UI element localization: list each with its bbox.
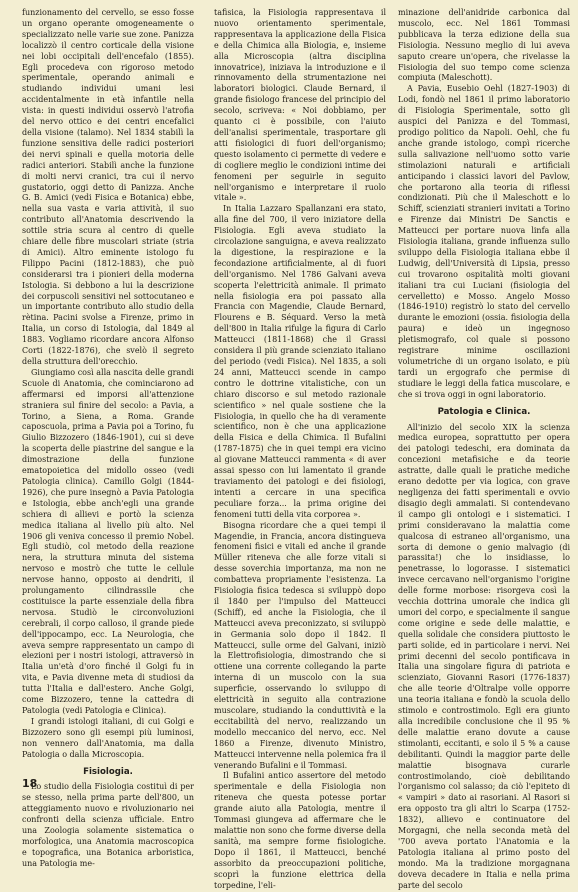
paragraph: funzionamento del cervello, se esso fosse un organo operante omogeneamente o specializzato nelle varie sue zone. Panizza localizzò il centro corticale della visione nei lobi occipitali dell'encefalo (1855). Egli procedeva con rigoroso metodo sperimentale, operando animali e studiando individui umani lesi accidentalmente in età infantile nella vista: in questi individui osservò l'atrofia del nervo ottico e dei centri encefalici della visione (talamo). Nel 1834 stabilì la funzione sensitiva delle radici posteriori dei nervi spinali e quella motoria delle radici anteriori. Stabilì anche la funzione di molti nervi cranici, tra cui il nervo gustatorio, oggi detto di Panizza. Anche G. B. Amici (vedi Fisica e Botanica) ebbe, nella sua vasta e varia attività, il suo contributo all'Anatomia descrivendo la sottile stria scura al centro di quelle chiare delle fibre muscolari striate (stria di Amici). Altro eminente istologo fu Filippo Pacini (1812-1883), che può considerarsi tra i pionieri della moderna Istologia. Si debbono a lui la descrizione dei corpuscoli sensitivi nel sottocutaneo e un importante contributo allo studio della rètina. Pacini svolse a Firenze, primo in Italia, un corso di Istologia, dal 1849 al 1883. Vogliamo ricordare ancora Alfonso Corti (1822-1876), che svelò il segreto della struttura dell'orecchio.	[22, 8, 194, 366]
paragraph: A Pavia, Eusebio Oehl (1827-1903) di Lodi, fondò nel 1861 il primo laboratorio di Fisiologia Sperimentale, sotto gli auspici del Panizza e del Tommasi, prodigo politico da Napoli. Oehl, che fu anche grande istologo, compì ricerche sulla salivazione nell'uomo sotto varie stimolazioni naturali e artificiali anticipando i classici lavori del Pavlow, che portarono alla teoria di riflessi condizionati. Più che il Maleschott e lo Schiff, scienziati stranieri invitati a Torino e Firenze dai Ministri De Sanctis e Matteucci per portare nuova linfa alla Fisiologia italiana, grande influenza sullo sviluppo della Fisiologia italiana ebbe il Ludwig, dell'Università di Lipsia, presso cui trovarono ospitalità molti giovani italiani tra cui Luciani (fisiologia del cervelletto) e Mosso. Angelo Mosso (1846-1910) registrò lo stato del cervello durante le emozioni (ossia. fisiologia della paura) e ideò un ingegnoso pletismografo, col quale si possono registrare minime oscillazioni volumetriche di un organo isolato, e più tardi un ergografo che permise di studiare le leggi della fatica muscolare, e che si trova oggi in ogni laboratorio.	[398, 84, 570, 399]
page-number: 18	[22, 777, 38, 790]
section-heading-patologia-clinica: Patologia e Clinica.	[437, 406, 531, 417]
paragraph: Giungiamo così alla nascita delle grandi Scuole di Anatomia, che cominciarono ad affermarsi ed imporsi all'attenzione straniera sul finire del secolo: a Pavia, a Torino, a Siena, a Roma. Grande caposcuola, prima a Pavia poi a Torino, fu Giulio Bizzozero (1846-1901), cui si deve la scoperta delle piastrine del sangue e la dimostrazione della funzione ematopoietica del midollo osseo (vedi Patologia clinica). Camillo Golgi (1844-1926), che pure insegnò a Pavia Patologia e Istologia, ebbe anch'egli una grande schiera di allievi e portò la scienza medica italiana al livello più alto. Nel 1906 gli veniva concesso il premio Nobel. Egli studiò, col metodo della reazione nera, la struttura minuta del sistema nervoso e mostrò che tutte le cellule nervose hanno, opposto ai dendriti, il prolungamento cilindrassile che costituisce la parte essenziale della fibra nervosa. Studiò le circonvoluzioni cerebrali, il corpo calloso, il grande piede dell'ippocampo, ecc. La Neurologia, che aveva sempre rappresentato un campo di elezioni per i nostri istologi, attraversò in Italia un'età d'oro finché il Golgi fu in vita, e Pavia divenne meta di studiosi da tutta l'Italia e dall'estero. Anche Golgi, come Bizzozero, tenne la cattedra di Patologia (vedi Patologia e Clinica).	[22, 367, 194, 715]
paragraph: Il Bufalini antico assertore del metodo sperimentale e della Fisiologia non riteneva che questa potesse portar grande aiuto alla Patologia, mentre il Tommasi giungeva ad affermare che le malattie non sono che forme diverse della sanità, ma sempre forme fisiologiche. Dopo il 1861, il Matteucci, benché assorbito da preoccupazioni politiche, scoprì la funzione elettrica della torpedine, l'eli-	[214, 771, 386, 890]
paragraph: In Italia Lazzaro Spallanzani era stato, alla fine del 700, il vero iniziatore della Fisiologia. Egli aveva studiato la circolazione sanguigna, e aveva realizzato la digestione, la respirazione e la fecondazione artificialmente, al di fuori dell'organismo. Nel 1786 Galvani aveva scoperta l'elettricità animale. Il primato nella fisiologia era poi passato alla Francia con Magendie, Claude Bernard, Flourens e B. Séquard. Verso la metà dell'800 in Italia rifulge la figura di Carlo Matteucci (1811-1868) che il Grassi considera il più grande scienziato italiano del periodo (vedi Fisica). Nel 1835, a soli 24 anni, Matteucci scende in campo contro le dottrine vitalistiche, con un chiaro discorso e sul metodo razionale scientifico » nel quale sostiene che la Fisiologia, in quello che ha di veramente scientifico, non è che una applicazione della Fisica e della Chimica. Il Bufalini (1787-1875) che in quei tempi era vicino al giovane Matteucci rammenta « di aver assai spesso con lui lamentato il grande traviamento dei patologi e dei fisiologi, intenti a cercare in una specifica peculiare forza... la prima origine dei fenomeni tutti della vita corporea ».	[214, 204, 386, 519]
paragraph: tafisica, la Fisiologia rappresentava il nuovo orientamento sperimentale, rappresentava la applicazione della Fisica e della Chimica alla Biologia, e, insieme alla Microscopia (altra disciplina innovatrice), iniziava la introduzione e il rinnovamento della strumentazione nei laboratori biologici. Claude Bernard, il grande fisiologo francese del principio del secolo, scriveva: « Noi dobbiamo, per quanto ci è possibile, con l'aiuto dell'analisi sperimentale, trasportare gli atti fisiologici di fuori dell'organismo; questo isolamento ci permette di vedere e di cogliere meglio le condizioni intime dei fenomeni per seguirle in seguito nell'organismo e interpretare il ruolo vitale ».	[214, 8, 386, 203]
paragraph: Bisogna ricordare che a quei tempi il Magendie, in Francia, ancora distingueva fenomeni fisici e vitali ed anche il grande Müller riteneva che alle forze vitali si desse soverchia importanza, ma non ne combatteva propriamente l'esistenza. La Fisiologia fisica tedesca si sviluppò dopo il 1840 per l'impulso del Matteucci (Schiff), ed anche la Fisiologia, che il Matteucci aveva preconizzato, si sviluppò in Germania solo dopo il 1842. Il Matteucci, sulle orme del Galvani, iniziò la Elettrofisiologia, dimostrando che si ottiene una corrente collegando la parte interna di un muscolo con la sua superficie, osservando lo sviluppo di elettricità in seguito alla contrazione muscolare, studiando la conduttività e la eccitabilità del nervo, realizzando un modello meccanico del nervo, ecc. Nel 1860 a Firenze, divenuto Ministro, Matteucci intervenne nella polemica fra il venerando Bufalini e il Tommasi.	[214, 520, 386, 770]
section-heading-fisiologia: Fisiologia.	[83, 766, 133, 777]
paragraph: All'inizio del secolo XIX la scienza medica europea, soprattutto per opera dei patologi tedeschi, era dominata da concezioni metafisiche e da teorie astratte, dalle quali le pratiche mediche erano dedotte per via logica, con grave negligenza dei fatti sperimentali e ovvio disagio degli ammalati. Si contendevano il campo gli ontologi e i sistematici. I primi consideravano la malattia come qualcosa di estraneo all'organismo, una sorta di demone o genio malvagio (di parassita!) che lo insidiasse, lo penetrasse, lo logorasse. I sistematici invece cercavano nell'organismo l'origine delle forme morbose: risorgeva così la vecchia dottrina umorale che indica gli umori del corpo, e specialmente il sangue come origine e sede delle malattie, e quella solidale che considera piuttosto le parti solide, ed in particolare i nervi. Nei primi decenni del secolo pontificava in Italia una singolare figura di patriota e scienziato, Giovanni Rasori (1776-1837) che alle teorie d'Oltralpe volle opporre una teoria italiana e fondò la scuola dello stimolo e controstimolo. Egli era giunto alla incredibile conclusione che il 95 % delle malattie erano dovute a cause stimolanti, eccitanti, e solo il 5 % a cause debilitanti. Quindi la maggior parte delle malattie bisognava curarle controstimolando, cioè debilitando l'organismo col salasso; da ciò l'epiteto di « vampiri » dato ai rasoriani. Al Rasori si era opposto tra gli altri lo Scarpa (1752-1832), allievo e continuatore del Morgagni, che nella seconda metà del '700 aveva portato l'Anatomia e la Patologia italiana al primo posto del mondo. Ma la tradizione morgagnana doveva decadere in Italia e nella prima parte del secolo	[398, 422, 570, 890]
column-2	[214, 8, 386, 891]
paragraph: I grandi istologi italiani, di cui Golgi e Bizzozero sono gli esempi più luminosi, non vennero dall'Anatomia, ma dalla Patologia o dalla Microscopia.	[22, 716, 194, 759]
paragraph: Lo studio della Fisiologia costituì di per se stesso, nella prima parte dell'800, un atteggiamento nuovo e rivoluzionario nei confronti della scienza ufficiale. Entro una Zoologia solamente sistematica o morfologica, una Anatomia macroscopica e topografica, una Botanica arboristica, una Patologia me-	[22, 782, 194, 868]
column-3	[398, 8, 570, 892]
column-1	[22, 8, 194, 870]
paragraph: minazione dell'anidride carbonica dal muscolo, ecc. Nel 1861 Tommasi pubblicava la terza edizione della sua Fisiologia. Nessuno meglio di lui aveva saputo creare un'opera, che rivelasse la Fisiologia del suo tempo come scienza compiuta (Maleschott).	[398, 8, 570, 83]
